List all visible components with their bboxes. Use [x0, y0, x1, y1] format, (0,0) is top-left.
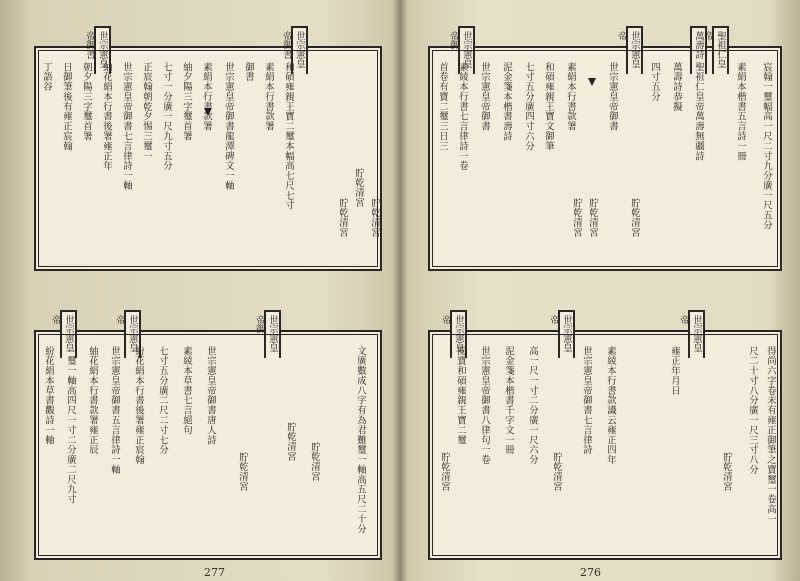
text-column: 世宗憲皇帝御書龍潭碑文一軸 — [223, 62, 234, 191]
text-column: 紛花絹本行書後署雍正宸翰 — [133, 346, 144, 465]
right-bottom-tab-3: 世宗憲皇帝 — [688, 310, 705, 358]
storage-stamp: 貯乾清宮 — [587, 198, 598, 238]
text-column: 紬花絹本行書款署雍正辰 — [87, 346, 98, 455]
right-top-tab-4: 聖祖仁皇帝 — [712, 26, 729, 74]
text-column: 四寸五分 — [649, 62, 660, 102]
right-bottom-tab-1: 世宗憲皇帝 — [450, 310, 467, 358]
right-bottom-panel — [428, 315, 782, 560]
text-column: 首卷有寶二璽三日三 — [437, 62, 448, 152]
page-number: 277 — [204, 566, 225, 579]
left-bottom-panel — [34, 315, 382, 560]
text-column: 世宗憲皇帝御書五言律詩一軸 — [109, 346, 120, 475]
text-column: 素絹本行書款署 — [263, 62, 274, 132]
left-bottom-tab-3: 世宗憲皇帝御 — [264, 310, 281, 358]
right-page — [402, 0, 800, 581]
text-column: 高一尺一寸二分廣一尺六分 — [527, 346, 538, 465]
text-column: 世宗憲皇帝御書八律句一卷 — [479, 346, 490, 465]
right-top-tab-2: 萬壽詩 — [690, 26, 707, 74]
storage-stamp: 貯乾清宮 — [337, 198, 348, 238]
text-column: 宸翰一璽幅高一尺二寸九分廣一尺五分 — [761, 62, 772, 231]
section-marker-icon — [588, 78, 596, 86]
text-column: 紬花絹本行書後署雍正年 — [101, 62, 112, 171]
text-column: 七寸五分廣二尺二寸七分 — [157, 346, 168, 455]
text-column: 聖祖仁皇帝萬壽無疆詩 — [693, 62, 704, 161]
text-column: 閱寶和碩雍親王寶二璽 — [455, 346, 466, 445]
text-column: 紬夕陽三字璽首署 — [181, 62, 192, 142]
left-bottom-tab-1: 世宗憲皇帝 — [60, 310, 77, 358]
text-column: 得尚六字卷末有雍正御筆之寶璽一卷高一 — [765, 346, 776, 525]
storage-stamp: 貯乾清宮 — [237, 452, 248, 492]
left-bottom-tab-2: 世宗憲皇帝 — [124, 310, 141, 358]
left-top-panel — [34, 31, 382, 271]
text-column: 紛花絹本草書觀詩一軸 — [43, 346, 54, 445]
storage-stamp: 貯乾清宮 — [309, 442, 320, 482]
text-column: 和碩雍親王寶二璽本幅高七尺七寸 — [283, 62, 294, 211]
storage-stamp: 貯乾清宮 — [721, 452, 732, 492]
text-column: 丁語谷 — [41, 62, 52, 92]
text-column: 正宸翰朝乾夕惕三璽一 — [141, 62, 152, 161]
storage-stamp: 貯乾清宮 — [285, 422, 296, 462]
text-column: 世宗憲皇帝御書七言律詩 — [581, 346, 592, 455]
text-column: 素綾本行書七言律詩一卷 — [457, 62, 468, 171]
right-top-tab-1: 世宗憲皇帝御 — [458, 26, 475, 74]
text-column: 素絹本行書款署 — [565, 62, 576, 132]
right-top-panel — [428, 31, 782, 271]
text-column: 御書 — [243, 62, 254, 82]
right-bottom-tab-2: 世宗憲皇帝 — [558, 310, 575, 358]
text-column: 尺二十寸八分廣一尺三寸八分 — [747, 346, 758, 475]
text-column: 素絹本楷書五言詩一冊 — [735, 62, 746, 161]
text-column: 素綾本草書七言絕句 — [181, 346, 192, 436]
text-column: 雍正年月日 — [669, 346, 680, 396]
storage-stamp: 貯乾清宮 — [571, 198, 582, 238]
text-column: 泥金箋本楷書千字文一冊 — [503, 346, 514, 455]
text-column: 世宗憲皇帝御書七言律詩一軸 — [121, 62, 132, 191]
text-column: 世宗憲皇帝御書 — [479, 62, 490, 132]
storage-stamp: 貯乾清宮 — [353, 168, 364, 208]
text-column: 世宗憲皇帝御書唐人詩 — [205, 346, 216, 445]
right-top-tab-3: 世宗憲皇帝 — [626, 26, 643, 74]
left-top-tab-2: 世宗憲皇帝御書 — [291, 26, 308, 74]
left-top-tab-1: 世宗憲皇帝御書 — [94, 26, 111, 74]
text-column: 一璽一軸高四尺一寸二分廣二尺九寸 — [65, 346, 76, 505]
text-column: 文廣數成八字有為君難璽一軸高五尺二十分 — [355, 346, 366, 534]
left-page — [0, 0, 398, 581]
storage-stamp: 貯乾清宮 — [629, 198, 640, 238]
text-column: 素綾本行書款識云雍正四年 — [605, 346, 616, 465]
text-column: 和碩雍親王寶文御筆 — [543, 62, 554, 152]
text-column: 七寸一分廣一尺九寸五分 — [161, 62, 172, 171]
text-column: 日御筆後有雍正宸翰 — [61, 62, 72, 152]
text-column: 世宗憲皇帝御書 — [607, 62, 618, 132]
text-column: 素絹本行書款署 — [201, 62, 212, 132]
text-column: 七寸五分廣四寸六分 — [523, 62, 534, 152]
text-column: 朝夕陽三字璽首署 — [81, 62, 92, 142]
text-column: 萬壽詩恭擬 — [671, 62, 682, 112]
page-number: 276 — [580, 566, 601, 579]
storage-stamp: 貯乾清宮 — [369, 198, 380, 238]
storage-stamp: 貯乾清宮 — [439, 452, 450, 492]
storage-stamp: 貯乾清宮 — [551, 452, 562, 492]
text-column: 泥金箋本楷書壽詩 — [501, 62, 512, 142]
